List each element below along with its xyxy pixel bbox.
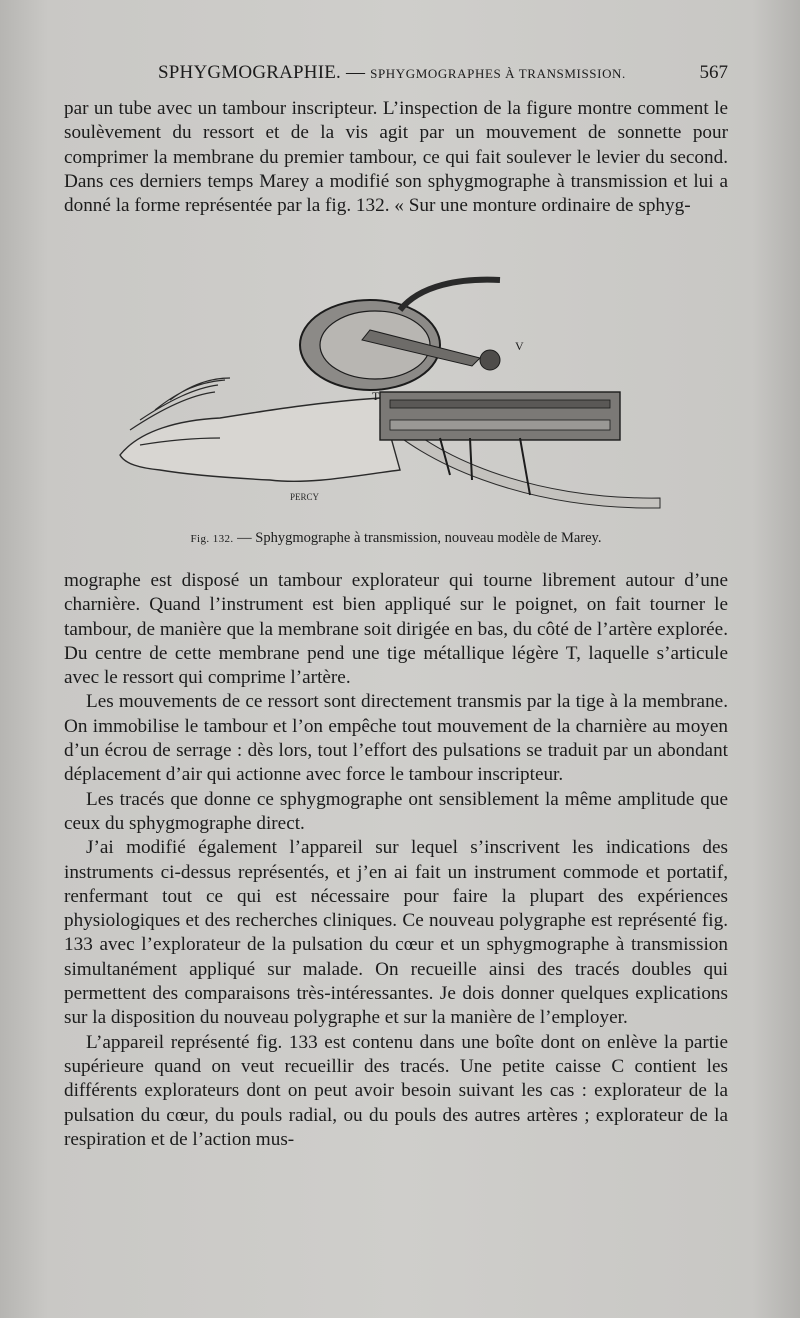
body-text-bottom bbox=[64, 569, 728, 1152]
paragraph: Les tracés que donne ce sphygmographe ont sensiblement la même amplitude que ceux du sphygmographe direct. bbox=[64, 788, 728, 834]
engraver-signature: PERCY bbox=[290, 492, 320, 502]
paragraph: mographe est disposé un tambour explorateur qui tourne librement autour d’une charnière. Quand l’instrument est bien appliqué sur le poignet, on fait tourner le tambour, de manière que la membrane soit dirigée en bas, du côté de l’artère explorée. Du centre de cette membrane pend une tige métallique légère T, laquelle s’articule avec le ressort qui comprime l’artère. bbox=[64, 570, 728, 689]
figure-caption-number: Fig. 132. bbox=[190, 533, 234, 545]
figure-label-V: V bbox=[515, 339, 524, 353]
running-title-subtitle: SPHYGMOGRAPHES À TRANSMISSION. bbox=[370, 66, 626, 81]
figure-label-T: T bbox=[372, 389, 380, 403]
paragraph: par un tube avec un tambour inscripteur. L’inspection de la figure montre comment le soulèvement du ressort et de la vis agit par un mouvement de sonnette pour comprimer la membrane du premier tambour, ce qui fait soulever le levier du second. Dans ces derniers temps Marey a modifié son sphygmographe à transmission et lui a donné la forme représentée par la fig. 132. « Sur une monture ordinaire de sphyg- bbox=[64, 98, 728, 217]
tube-illustration bbox=[400, 280, 500, 310]
page-number: 567 bbox=[699, 62, 728, 83]
frame-illustration bbox=[380, 392, 620, 440]
paragraph: Les mouvements de ce ressort sont directement transmis par la tige à la membrane. On immobilise le tambour et l’on empêche tout mouvement de la charnière au moyen d’un écrou de serrage : dès lors, tout l’effort des pulsations se traduit par un abondant déplacement d’air qui actionne avec force le tambour inscripteur. bbox=[64, 691, 728, 786]
figure-sphygmograph-illustration bbox=[100, 270, 700, 520]
paragraph: L’appareil représenté fig. 133 est contenu dans une boîte dont on enlève la partie supérieure quand on veut recueillir des tracés. Une petite caisse C contient les différents explorateurs dont on peut avoir besoin suivant les cas : explorateur de la pulsation du cœur, du pouls radial, ou du pouls des autres artères ; explorateur de la respiration et de l’action mus- bbox=[64, 1031, 728, 1150]
paragraph: J’ai modifié également l’appareil sur lequel s’inscrivent les indications des instruments ci-dessus représentés, et j’en ai fait un instrument commode et portatif, renfermant tout ce qui est nécessaire pour faire la plupart des expériences physiologiques et des recherches cliniques. Ce nouveau polygraphe est représenté fig. 133 avec l’explorateur de la pulsation du cœur et un sphygmographe à transmission simultanément appliqué sur malade. On recueille ainsi des tracés doubles qui permettent des comparaisons très-intéressantes. Je dois donner quelques explications sur la disposition du nouveau polygraphe et sur la manière de l’employer. bbox=[64, 837, 728, 1029]
figure-caption bbox=[64, 530, 728, 547]
running-header bbox=[60, 62, 728, 88]
running-title bbox=[158, 62, 626, 84]
running-title-dash: — bbox=[341, 62, 371, 83]
screw-illustration bbox=[480, 350, 500, 370]
body-text-top bbox=[64, 97, 728, 218]
running-title-main: SPHYGMOGRAPHIE. bbox=[158, 62, 341, 83]
figure-caption-text: — Sphygmographe à transmission, nouveau modèle de Marey. bbox=[233, 530, 602, 546]
